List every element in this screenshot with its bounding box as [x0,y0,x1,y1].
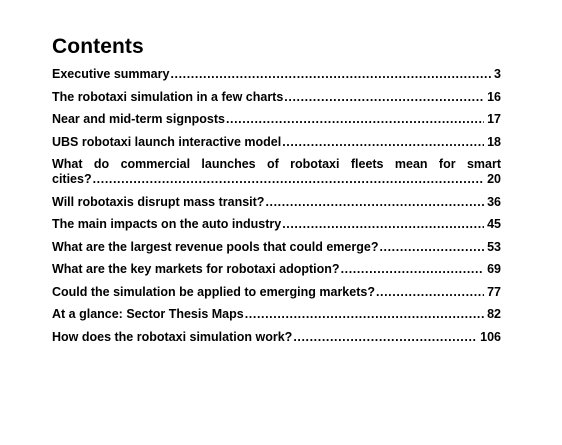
toc-page-number: 77 [487,284,501,299]
contents-heading: Contents [52,35,144,58]
toc-entry-mass-transit[interactable] [52,195,501,210]
toc-entry-interactive-model[interactable] [52,135,501,150]
toc-entry-auto-industry[interactable] [52,217,501,232]
toc-page-number: 53 [487,239,501,254]
toc-entry-title-line1: What do commercial launches of robotaxi fleets mean for smart [52,157,501,171]
table-of-contents [52,67,501,345]
dot-leader [376,285,484,300]
toc-page-number: 18 [487,134,501,149]
dot-leader [93,172,484,187]
toc-entry-signposts[interactable] [52,112,501,127]
dot-leader [226,112,484,127]
toc-entry-title: Could the simulation be applied to emerging markets? [52,284,375,299]
toc-entry-executive-summary[interactable] [52,67,501,82]
toc-page-number: 16 [487,89,501,104]
toc-entry-title: What are the key markets for robotaxi adoption? [52,262,340,276]
dot-leader [293,330,477,345]
toc-entry-title: cities? [52,172,92,186]
toc-entry-key-markets[interactable] [52,262,501,277]
dot-leader [379,240,484,255]
toc-entry-simulation-work[interactable] [52,330,501,345]
dot-leader [245,307,484,322]
toc-entry-title: How does the robotaxi simulation work? [52,329,293,344]
dot-leader [341,262,485,277]
toc-entry-title: At a glance: Sector Thesis Maps [52,307,244,321]
toc-entry-title: What are the largest revenue pools that could emerge? [52,239,379,254]
toc-page-number: 3 [494,67,501,81]
toc-page-number: 17 [487,112,501,126]
toc-page-number: 45 [487,217,501,231]
toc-page-number: 106 [480,329,501,344]
toc-page-number: 69 [487,262,501,276]
dot-leader [170,67,491,82]
toc-entry-title: Will robotaxis disrupt mass transit? [52,194,265,209]
dot-leader [265,195,484,210]
dot-leader [282,217,484,232]
toc-entry-revenue-pools[interactable] [52,240,501,255]
toc-entry-title: The main impacts on the auto industry [52,217,282,231]
dot-leader [284,90,484,105]
toc-entry-title: Near and mid-term signposts [52,112,225,126]
toc-page-number: 82 [487,307,501,321]
toc-entry-title: Executive summary [52,67,170,81]
toc-entry-smart-cities[interactable] [52,157,501,187]
toc-entry-title: The robotaxi simulation in a few charts [52,89,284,104]
toc-page-number: 20 [487,172,501,186]
toc-entry-title: UBS robotaxi launch interactive model [52,134,282,149]
toc-entry-simulation-charts[interactable] [52,90,501,105]
dot-leader [282,135,484,150]
toc-entry-emerging-markets[interactable] [52,285,501,300]
toc-page-number: 36 [487,194,501,209]
toc-entry-sector-thesis-maps[interactable] [52,307,501,322]
contents-page [52,34,501,352]
